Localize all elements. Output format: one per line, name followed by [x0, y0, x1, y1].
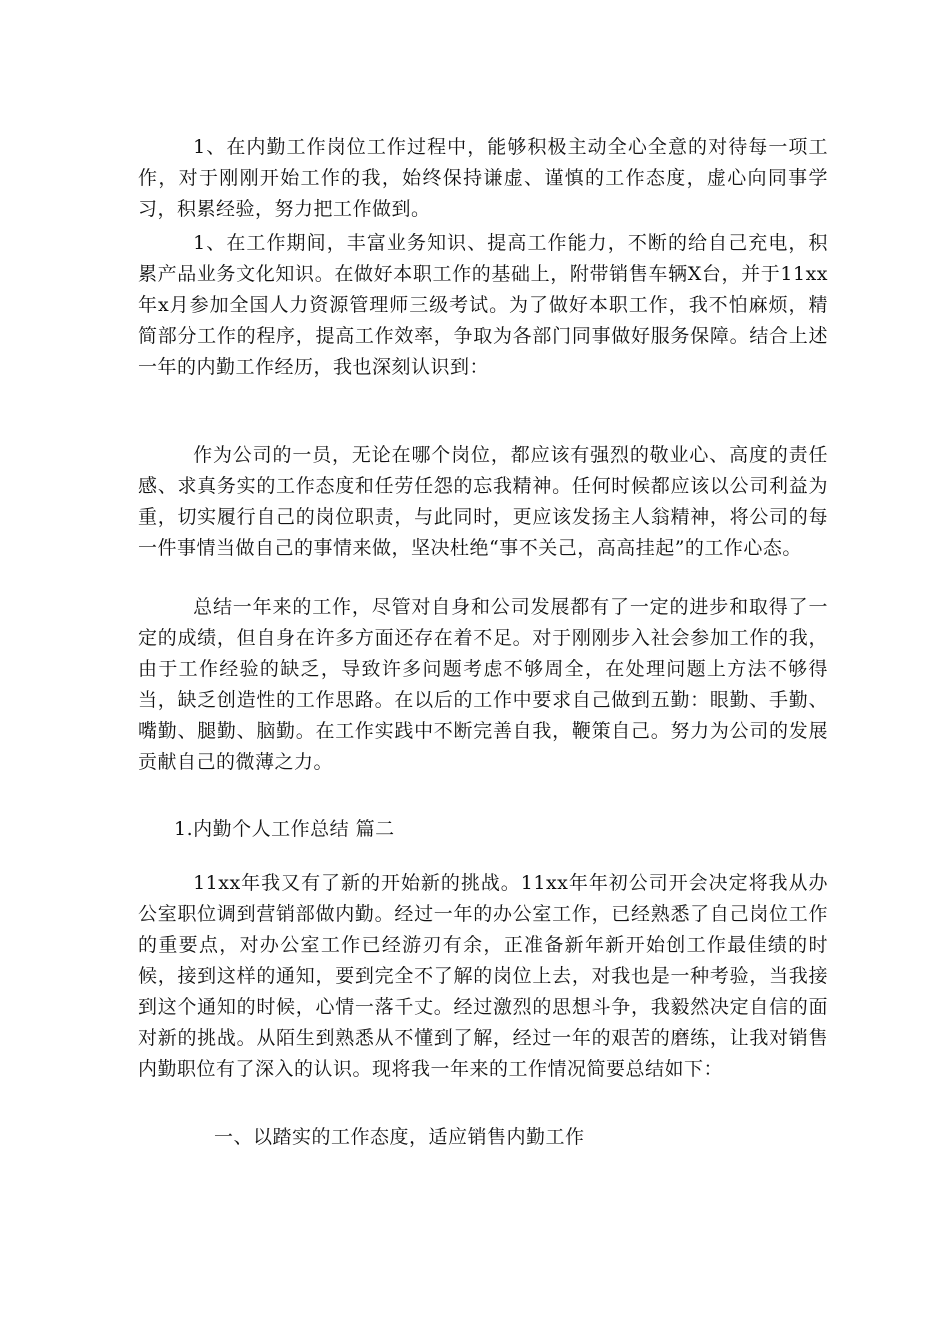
paragraph-3: 作为公司的一员，无论在哪个岗位，都应该有强烈的敬业心、高度的责任感、求真务实的工作态度和任劳任怨的忘我精神。任何时候都应该以公司利益为重，切实履行自己的岗位职责，与此同时，更应该发扬主人翁精神，将公司的每一件事情当做自己的事情来做，坚决杜绝“事不关己，高高挂起”的工作心态。: [138, 444, 828, 559]
paragraph-2: 1、在工作期间，丰富业务知识、提高工作能力，不断的给自己充电，积累产品业务文化知识。在做好本职工作的基础上，附带销售车辆X台，并于11xx年x月参加全国人力资源管理师三级考试。为了做好本职工作，我不怕麻烦，精简部分工作的程序，提高工作效率，争取为各部门同事做好服务保障。结合上述一年的内勤工作经历，我也深刻认识到：: [138, 232, 828, 378]
subheading: 一、以踏实的工作态度，适应销售内勤工作: [214, 1126, 585, 1148]
section-paragraph: 11xx年我又有了新的开始新的挑战。11xx年年初公司开会决定将我从办公室职位调到营销部做内勤。经过一年的办公室工作，已经熟悉了自己岗位工作的重要点，对办公室工作已经游刃有余，正准备新年新开始创工作最佳绩的时候，接到这样的通知，要到完全不了解的岗位上去，对我也是一种考验，当我接到这个通知的时候，心情一落千丈。经过激烈的思想斗争，我毅然决定自信的面对新的挑战。从陌生到熟悉从不懂到了解，经过一年的艰苦的磨练，让我对销售内勤职位有了深入的认识。现将我一年来的工作情况简要总结如下：: [138, 872, 828, 1080]
section-heading: 1.内勤个人工作总结 篇二: [174, 818, 395, 840]
paragraph-4: 总结一年来的工作，尽管对自身和公司发展都有了一定的进步和取得了一定的成绩，但自身在许多方面还存在着不足。对于刚刚步入社会参加工作的我，由于工作经验的缺乏，导致许多问题考虑不够周全，在处理问题上方法不够得当，缺乏创造性的工作思路。在以后的工作中要求自己做到五勤：眼勤、手勤、嘴勤、腿勤、脑勤。在工作实践中不断完善自我，鞭策自己。努力为公司的发展贡献自己的微薄之力。: [138, 596, 828, 773]
paragraph-1: 1、在内勤工作岗位工作过程中，能够积极主动全心全意的对待每一项工作，对于刚刚开始工作的我，始终保持谦虚、谨慎的工作态度，虚心向同事学习，积累经验，努力把工作做到。: [138, 136, 828, 220]
